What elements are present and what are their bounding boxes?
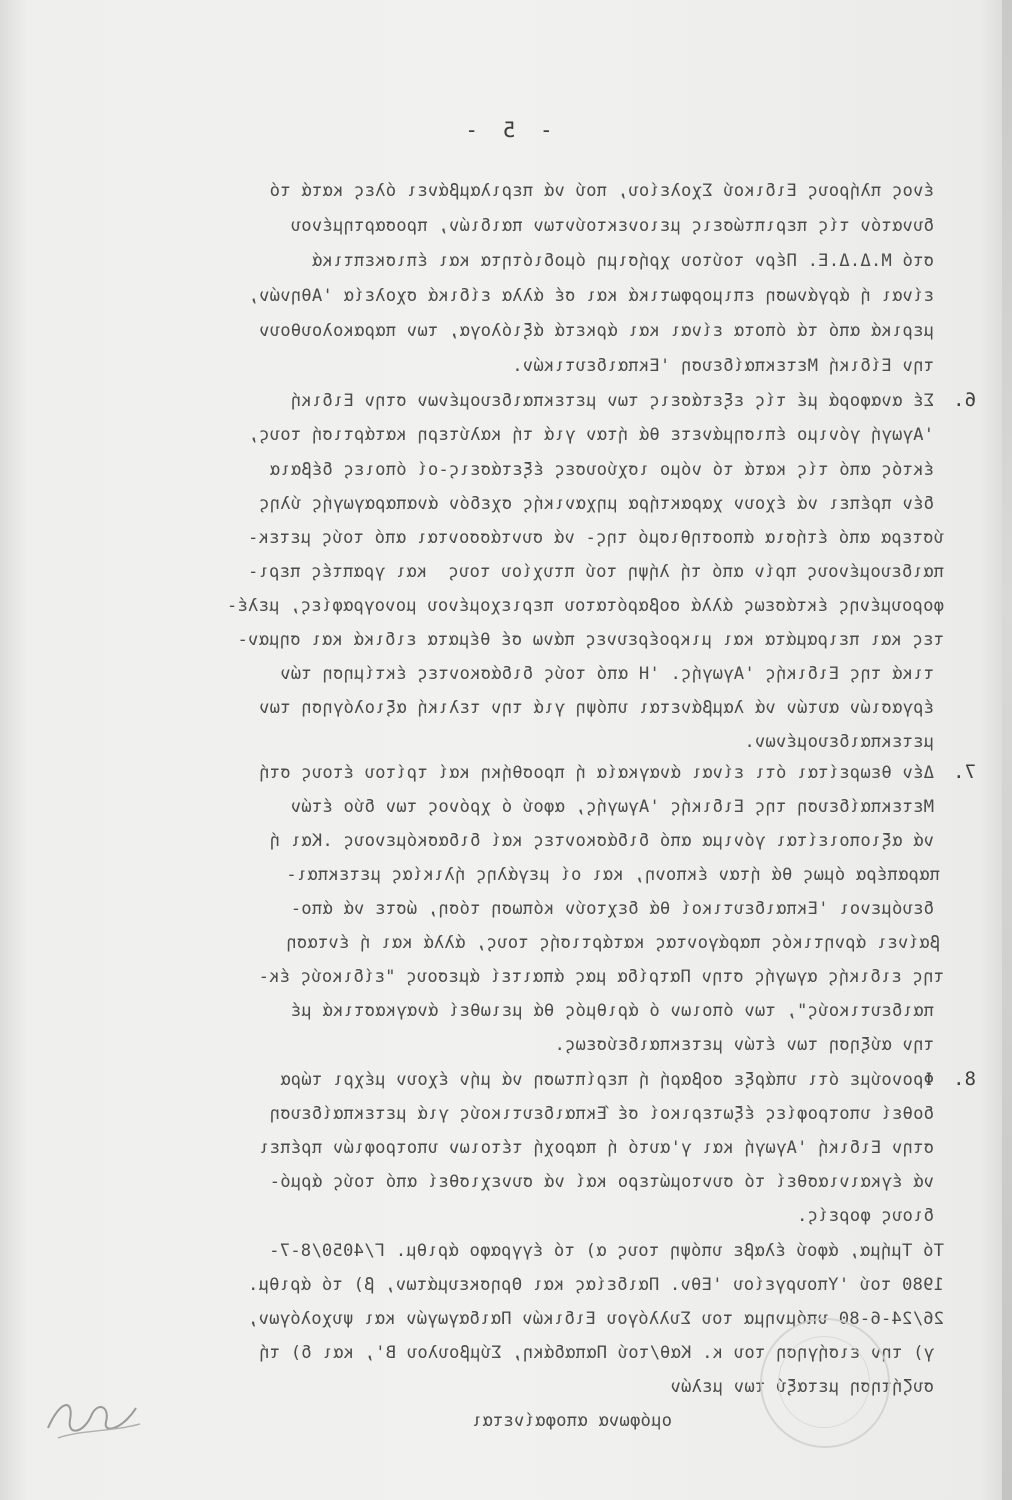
text-line: δέν πρέπει νά έχουν χαρακτήρα μηχανικής σχεδόν άναπαραγωγής ύλης <box>258 494 934 514</box>
text-line: παιδευομένους πρίν από τή λήψη τού πτυχίου τους και γραπτές περι- <box>247 562 944 582</box>
text-line: δευόμενοι 'Εκπαιδευτικοί θά δεχτούν κόπωση τόση, ώστε νά άπο- <box>290 899 934 919</box>
text-line: βαίνει άρνητικός παράγοντας κατάρτισής τους, άλλά και ή ένταση <box>286 933 940 953</box>
text-line: νά αξιοποιείται γόνιμα από διδάσκοντες καί διδασκόμενους .Και ή <box>269 831 934 851</box>
text-line: παραπέρα όμως θά ήταν έκπονη, και οί μεγάλης ήλικίας μετεκπαι- <box>286 865 940 885</box>
text-line: τικά της Ειδικής 'Αγωγής. 'Η από τούς διδάσκοντες έκτίμηση τών <box>280 664 934 684</box>
text-line: παιδευτικούς", των όποιων ό άριθμός θά μειωθεί άναγκαστικά μέ <box>290 1001 934 1021</box>
text-line: έκτός από τίς κατά τό νόμο ισχύουσες έξετάσεις-οί όποιες δέβαια <box>269 460 934 480</box>
text-line: της ειδικής αγωγής στην Πατρίδα μας άπαιτεί άμεσους "είδικούς έκ- <box>258 967 944 987</box>
text-line: την Είδική Μετεκπαίδευση 'Εκπαιδευτικών. <box>512 356 934 376</box>
text-line: ένος πλήρους Ειδικού Σχολείου, πού νά περιλαμβάνει όλες κατά τό <box>269 181 934 201</box>
item-number: 6. <box>953 389 976 411</box>
text-line: μετεκπαιδευομένων. <box>744 732 934 752</box>
text-line: είναι ή άργάνωση επιμορφωτικά και σέ άλλα είδικά σχολεία 'Αθηνών, <box>248 286 934 306</box>
text-line: Μετεκπαίδευση της Ειδικής 'Αγωγής, αφού ό χρόνος των δύο έτών <box>290 797 934 817</box>
text-line: δυνατόν τίς περιπτώσεις μειονεκτούντων παιδιών, προσαρτημένου <box>290 216 934 236</box>
text-line: συζήτηση μεταξύ των μελών <box>670 1377 934 1397</box>
item-number: 8. <box>953 1068 976 1090</box>
text-line: Φρονούμε ότι υπάρξε σοβαρή ή περίπτωση νά μήν έχουν μέχρι τώρα <box>280 1070 934 1090</box>
text-line: μερικά από τά όποτα είναι και άρκετά άξιόλογα, των παρακολουθουν <box>258 321 934 341</box>
text-line: ύστερα από έτήσια άποστηθισμό της- νά συντάσσονται από τούς μετεκ- <box>247 528 944 548</box>
signature-mark <box>40 1380 150 1450</box>
text-line: στό Μ.Δ.Δ.Ε. Πέρν τούτου χρήσιμη όμοδιότητα και έπισκεπτικά <box>311 251 934 271</box>
text-line: έργασιών αυτών νά λαμβάνεται υπόψη γιά την τελική αξιολόγηση των <box>258 698 934 718</box>
text-line: δοθεί υποτροφίες έξωτερικοί σέ Έκπαιδευτικούς γιά μετεκπαίδευση <box>269 1104 934 1124</box>
text-line: Τό Τμήμα, άφού έλαβε υπόψη τους α) τό έγγραφο άριθμ. Γ/4050/8-7- <box>268 1241 944 1261</box>
text-line: διους φορείς. <box>796 1206 934 1226</box>
text-line: την αύξηση των έτών μετεκπαιδεύσεως. <box>554 1035 934 1055</box>
text-line: Σέ αναφορά μέ τίς εξετάσεις των μετεκπαιδευομένων στην Ειδική <box>290 391 934 411</box>
page-edge <box>1002 0 1012 1500</box>
text-line: τες και πειραμάτα και μικροέρευνες πάνω σέ θέματα ειδικά και σημαν- <box>237 630 944 650</box>
item-number: 7. <box>953 761 976 783</box>
text-line: στην Ειδική 'Αγωγή και γ'αυτό ή παροχή τέτοιων υποτροφιών πρέπει <box>258 1138 934 1158</box>
text-line: νά έγκαινιασθεί τό συντομώτερο καί νά συνεχισθεί από τούς άρμό- <box>269 1172 934 1192</box>
text-line: 26/24-6-80 υπόμνημα του Συλλόγου Ειδικών Παιδαγωγών και ψυχολόγων, <box>247 1309 944 1329</box>
text-line: 'Αγωγή γόνιμο έπισημάνετε θά ήταν γιά τή καλύτερη κατάρτισή τους, <box>248 425 934 445</box>
faded-stamp <box>760 1318 890 1448</box>
text-line: γ) την εισήγηση του κ. Καθ/τού Παπαδάκη, Σύμβουλου Β', και δ) τή <box>258 1343 934 1363</box>
text-line: ομόφωνα αποφαίνεται <box>471 1411 672 1431</box>
text-line: φορουμένης έκτάσεως άλλά σοβαρότατου περιεχομένου μονογραφίες, μελέ- <box>226 596 944 616</box>
page-number: - 5 - <box>459 118 553 142</box>
text-line: 1980 τού 'Υπουργείου 'Εθν. Παιδείας και Θρησκευμάτων, β) τό άριθμ. <box>247 1275 944 1295</box>
text-line: Δέν θεωρείται ότι είναι άναγκαία ή προσθήκη καί τρίτου έτους στή <box>258 763 934 783</box>
